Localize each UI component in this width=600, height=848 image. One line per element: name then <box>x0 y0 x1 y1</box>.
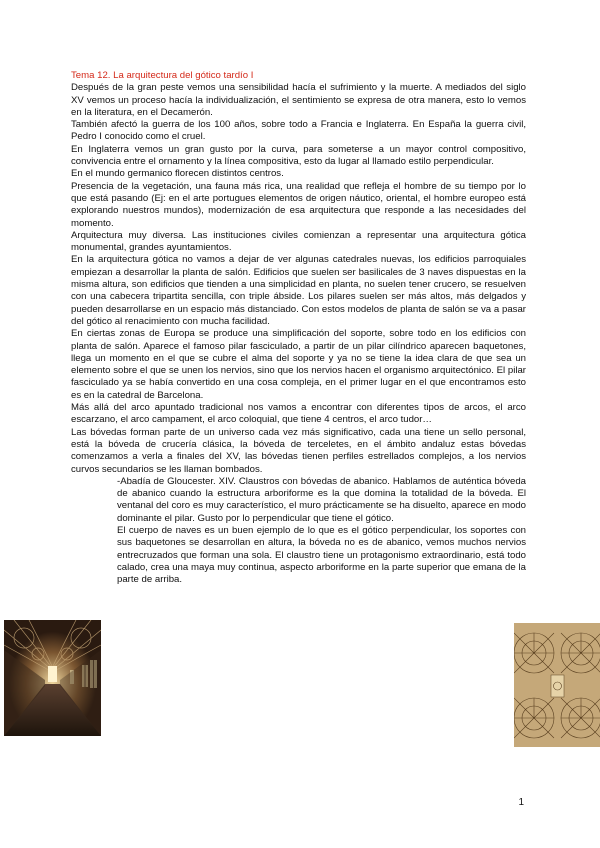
paragraph: También afectó la guerra de los 100 años, sobre todo a Francia e Inglaterra. En España la guerra civil, Pedro I conocido como el cruel. <box>71 119 526 143</box>
figure-paragraph: -Abadía de Gloucester. XIV. Claustros con bóvedas de abanico. Hablamos de auténtica bóveda de abanico cuando la estructura arboriforme es la que domina la totalidad de la bóveda. El ventanal del coro es muy característico, el muro prácticamente se ha disuelto, aparece en modo dominante el pilar. Gusto por lo perpendicular que tiene el gótico. <box>117 475 526 524</box>
figure-section <box>71 476 526 632</box>
fan-vault-photo <box>514 623 600 747</box>
paragraph: Más allá del arco apuntado tradicional nos vamos a encontrar con diferentes tipos de arcos, el arco escarzano, el arco campament, el arco coloquial, que tiene 4 centros, el arco tudor… <box>71 402 526 426</box>
figure-paragraph: El cuerpo de naves es un buen ejemplo de lo que es el gótico perpendicular, los soportes con sus baquetones se desarrollan en altura, la bóveda no es de abanico, vemos muchos nervios entrecruzados que forman una sola. El claustro tiene un protagonismo extraordinario, está todo calado, crea una maya muy continua, aspecto arboriforme en la parte superior que emana de la parte de arriba. <box>117 524 526 586</box>
paragraph: En la arquitectura gótica no vamos a dejar de ver algunas catedrales nuevas, los edificios parroquiales empiezan a desarrollar la planta de salón. Edificios que suelen ser basilicales de 3 naves dispuestas en la misma altura, son edificios que tienden a una simplicidad en planta, no suelen tener crucero, se resuelven con una cabecera tripartita sencilla, con triple ábside. Los pilares suelen ser más altos, más delgados y pueden desarrollarse en un espacio más distanciado. Con estos modelos de planta de salón se va a pasar del gótico al renacimiento con mucha facilidad. <box>71 254 526 327</box>
document-body <box>71 70 526 632</box>
document-title: Tema 12. La arquitectura del gótico tardío I <box>71 70 254 81</box>
paragraph: Arquitectura muy diversa. Las instituciones civiles comienzan a representar una arquitectura gótica monumental, grandes ayuntamientos. <box>71 229 526 254</box>
paragraph: Presencia de la vegetación, una fauna más rica, una realidad que refleja el hombre de su tiempo por lo que está pasando (Ej: en el arte portugues elementos de origen náutico, oriental, el hombre europeo está explorando nuestros mundos), modernización de esa arquitectura que responde a las necesidades del momento. <box>71 180 526 229</box>
figure-caption-text <box>117 476 526 587</box>
fan-vault-image <box>514 623 600 747</box>
paragraph: Después de la gran peste vemos una sensibilidad hacía el sufrimiento y la muerte. A mediados del siglo XV vemos un proceso hacía la individualización, el sentimiento se expresa de otra manera, esto lo vemos en la literatura, en el Decamerón. <box>71 82 526 118</box>
cloister-image <box>4 620 101 736</box>
cloister-photo <box>4 620 101 736</box>
paragraph: En ciertas zonas de Europa se produce una simplificación del soporte, sobre todo en los edificios con planta de salón. Aparece el famoso pilar fasciculado, a partir de un pilar cilíndrico aparecen baquetones, llega un momento en el que se cubre el alma del soporte y ya no se tiene la idea clara de que sea un elemento sobre el que se unen los nervios, sino que los nervios hacen el organismo arquitectónico. El pilar fasciculado ya se había convertido en una cosa compleja, en el primer lugar en el que encontramos esto es en la catedral de Barcelona. <box>71 328 526 401</box>
paragraph: En Inglaterra vemos un gran gusto por la curva, para someterse a un mayor control compositivo, convivencia entre el ornamento y la línea compositiva, esto da lugar al llamado estilo perpendicular. <box>71 143 526 168</box>
paragraph: Las bóvedas forman parte de un universo cada vez más significativo, cada una tiene un sello personal, está la bóveda de crucería clásica, la bóveda de terceletes, en el ámbito andaluz estas bóvedas comenzamos a verla a finales del XV, las bóvedas tienen perfiles estrellados complejos, a los nervios curvos secundarios se les llaman bombados. <box>71 426 526 475</box>
page-number: 1 <box>518 797 524 808</box>
paragraph: En el mundo germanico florecen distintos centros. <box>71 168 284 180</box>
